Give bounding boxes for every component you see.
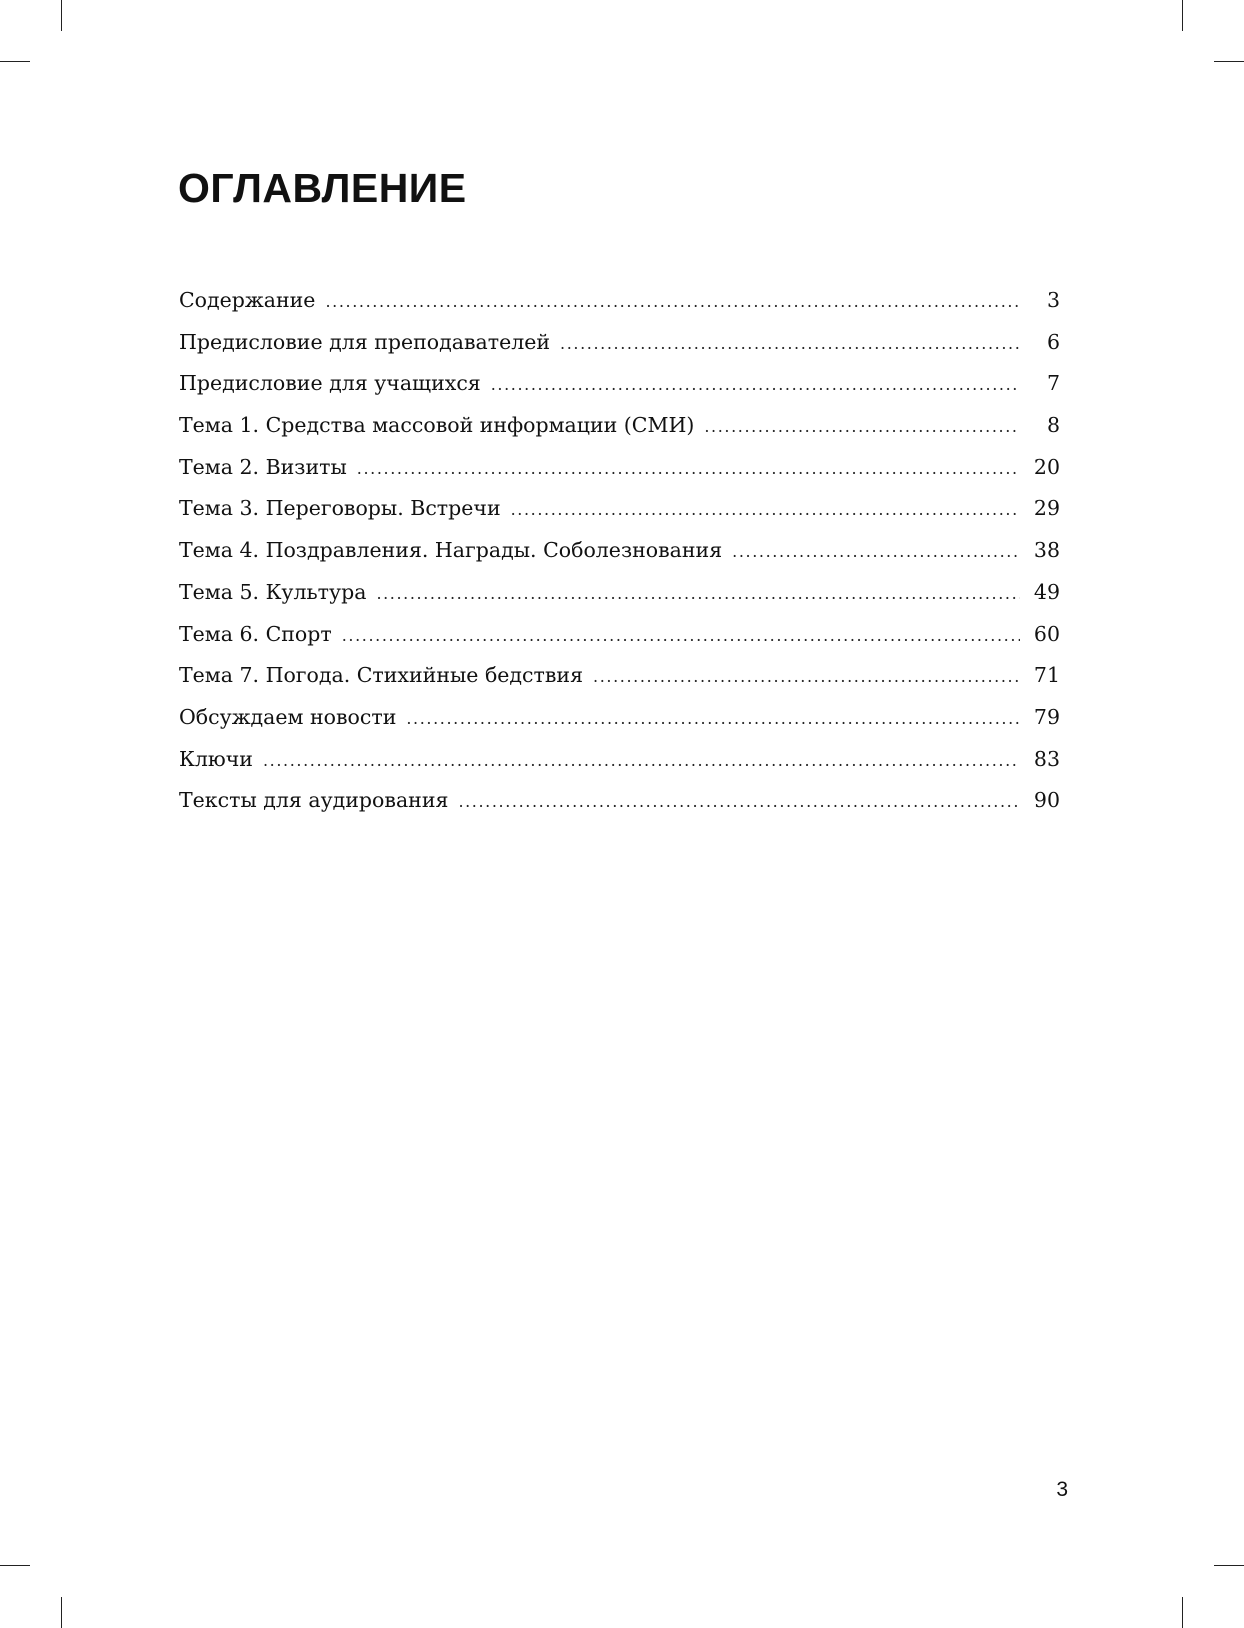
toc-entry-page: 20: [1033, 454, 1060, 479]
toc-entry-title: Предисловие для учащихся: [179, 371, 481, 396]
dot-leader: [491, 375, 1020, 394]
toc-entry-page: 83: [1033, 746, 1060, 771]
dot-leader: [342, 626, 1020, 645]
crop-mark: [0, 1565, 30, 1566]
toc-entry-title: Обсуждаем новости: [179, 704, 397, 729]
toc-entry-title: Предисловие для преподавателей: [179, 329, 551, 354]
toc-entry[interactable]: [179, 371, 1060, 413]
toc-entry-page: 71: [1033, 663, 1060, 688]
dot-leader: [458, 792, 1020, 811]
toc-entry[interactable]: [179, 663, 1060, 705]
dot-leader: [593, 667, 1020, 686]
toc-entry-title: Тема 1. Средства массовой информации (СМИ): [179, 413, 695, 438]
toc-entry[interactable]: [179, 288, 1060, 330]
crop-mark: [61, 0, 62, 31]
crop-mark: [1214, 1565, 1244, 1566]
toc-entry-title: Тема 5. Культура: [179, 579, 367, 604]
toc-entry-title: Тема 6. Спорт: [179, 621, 332, 646]
crop-mark: [61, 1597, 62, 1628]
dot-leader: [376, 584, 1020, 603]
dot-leader: [511, 500, 1020, 519]
toc-entry-title: Тема 2. Визиты: [179, 454, 347, 479]
toc-entry[interactable]: [179, 747, 1060, 789]
dot-leader: [560, 334, 1020, 353]
dot-leader: [263, 751, 1020, 770]
dot-leader: [325, 292, 1020, 311]
dot-leader: [704, 417, 1020, 436]
toc-entry-page: 90: [1033, 788, 1060, 813]
toc-entry-page: 38: [1033, 538, 1060, 563]
toc-entry-page: 7: [1046, 371, 1060, 396]
toc-entry-title: Тексты для аудирования: [179, 788, 449, 813]
toc-entry-title: Содержание: [179, 288, 316, 312]
toc-entry[interactable]: [179, 705, 1060, 747]
dot-leader: [732, 542, 1020, 561]
toc-entry-page: 29: [1033, 496, 1060, 521]
crop-mark: [1182, 0, 1183, 31]
page-number: 3: [1056, 1478, 1068, 1501]
toc-entry-page: 6: [1046, 329, 1060, 354]
toc-entry[interactable]: [179, 538, 1060, 580]
table-of-contents: [179, 288, 1060, 830]
toc-entry[interactable]: [179, 455, 1060, 497]
toc-entry[interactable]: [179, 580, 1060, 622]
crop-mark: [1214, 61, 1244, 62]
dot-leader: [357, 459, 1020, 478]
crop-mark: [1182, 1597, 1183, 1628]
toc-entry[interactable]: [179, 788, 1060, 830]
toc-entry-page: 49: [1033, 579, 1060, 604]
toc-entry-title: Ключи: [179, 746, 253, 771]
toc-entry-title: Тема 3. Переговоры. Встречи: [179, 496, 501, 521]
crop-mark: [0, 61, 30, 62]
toc-entry[interactable]: [179, 622, 1060, 664]
toc-entry-page: 8: [1046, 413, 1060, 438]
toc-entry-title: Тема 7. Погода. Стихийные бедствия: [179, 663, 584, 688]
toc-entry-page: 79: [1033, 704, 1060, 729]
page-title: ОГЛАВЛЕНИЕ: [178, 165, 467, 211]
dot-leader: [406, 709, 1020, 728]
toc-entry-page: 60: [1033, 621, 1060, 646]
toc-entry[interactable]: [179, 413, 1060, 455]
toc-entry-page: 3: [1046, 288, 1060, 312]
toc-entry-title: Тема 4. Поздравления. Награды. Соболезнования: [179, 538, 723, 563]
toc-entry[interactable]: [179, 496, 1060, 538]
toc-entry[interactable]: [179, 330, 1060, 372]
